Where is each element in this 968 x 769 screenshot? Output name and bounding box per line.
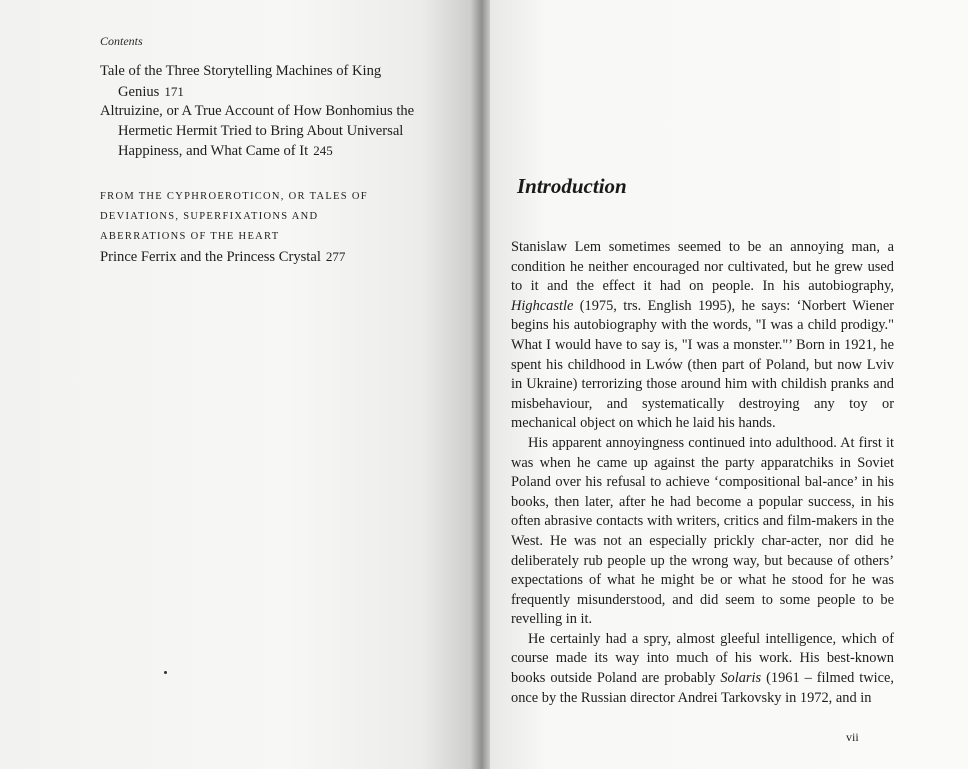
toc-section-heading [100,187,440,247]
page-number: vii [846,730,859,744]
toc-entry [100,62,440,102]
toc-entry [100,102,440,162]
toc-section-line: DEVIATIONS, SUPERFIXATIONS AND [100,210,319,222]
toc-entry-title: Tale of the Three Storytelling Machines of King Genius [100,63,382,100]
running-head: Contents [100,34,143,48]
ink-speck [164,671,167,674]
toc-section-line: ABERRATIONS OF THE HEART [100,230,280,242]
toc-entry-page: 245 [313,143,333,158]
chapter-title: Introduction [517,174,627,198]
toc-section-line: FROM THE CYPHROEROTICON, OR TALES OF [100,190,368,202]
paragraph: He certainly had a spry, almost gleeful intelligence, which of course made its way into much of his work. His best-known books outside Poland are probably Solaris (1961 – filmed twice, once by the Russian director Andrei Tarkovsky in 1972, and in [511,630,894,706]
paragraph: Stanislaw Lem sometimes seemed to be an annoying man, a condition he neither encouraged nor cultivated, but he grew used to it and the effect it had on people. In his autobiography, Highcastle (1975, trs. English 1995), he says: ‘Norbert Wiener begins his autobiography with the words, "I was a child prodigy." What I would have to say is, "I was a monster."’ Born in 1921, he spent his childhood in Lwów (then part of Poland, but now Lviv in Ukraine) terrorizing those around him with childish pranks and misbehaviour, and systematically destroying any toy or mechanical object on which he laid his hands. [511,239,894,432]
toc-entry-page: 277 [325,248,346,264]
paragraph: His apparent annoyingness continued into adulthood. At first it was when he came up against the party apparatchiks in Soviet Poland over his refusal to achieve ‘compositional bal-ance’ in his books, then later, after he had become a popular success, in his often abrasive contacts with writers, critics and film-makers in the West. He was not an especially prickly char-acter, nor did he deliberately rub people up the wrong way, but because of others’ expectations of what he might be or what he stood for he was frequently misunderstood, and did seem to some people to be revelling in it. [511,434,894,628]
toc-entry-page: 171 [164,83,184,99]
toc-entry [100,247,440,268]
toc-entry-title: Prince Ferrix and the Princess Crystal [100,248,321,265]
introduction-text [511,238,894,708]
left-page [0,0,478,769]
toc-entry-title: Altruizine, or A True Account of How Bonhomius the Hermetic Hermit Tried to Bring About Universal Happiness, and What Came of It [100,103,415,159]
contents-list [100,62,440,267]
